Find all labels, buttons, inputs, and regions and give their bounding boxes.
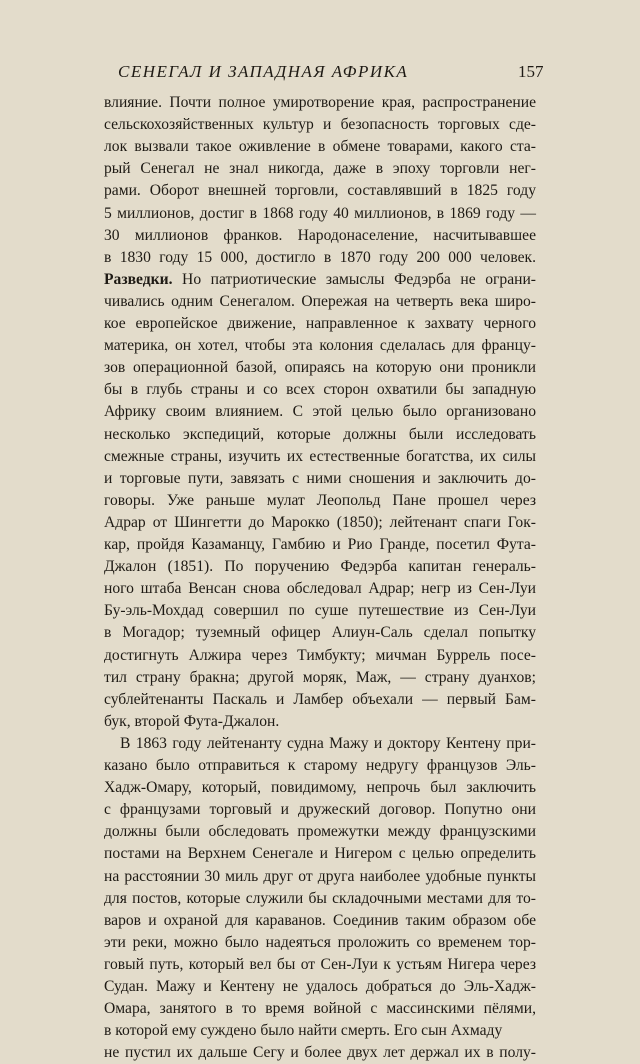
text-line: варов и охраной для караванов. Соединив таким образом обе (104, 911, 536, 929)
text-line: в которой ему суждено было найти смерть. Его сын Ахмаду (104, 1022, 503, 1040)
text-line: смежные страны, изучить их естественные богатства, их силы (104, 447, 536, 465)
text-line: 30 миллионов франков. Народонаселение, насчитывавшее (104, 226, 536, 244)
text-line: чивались одним Сенегалом. Опережая на четверть века широ- (104, 292, 536, 310)
page-number: 157 (518, 62, 544, 81)
text-line: рый Сенегал не знал никогда, даже в эпоху торговли нег- (104, 160, 536, 178)
text-line: Хадж-Омару, который, повидимому, непрочь был заключить (104, 779, 536, 797)
text-line: говый путь, который вел бы от Сен-Луи к устьям Нигера через (104, 955, 536, 973)
text-line: влияние. Почти полное умиротворение края, распространение (104, 94, 536, 111)
text-line: на расстоянии 30 миль друг от друга наиболее удобные пункты (104, 867, 536, 885)
text-line: Адрар от Шингетти до Марокко (1850); лейтенант спаги Гок- (104, 513, 536, 531)
text-line: и торговые пути, завязать с ними сношения и заключить до- (104, 469, 536, 487)
text-line: для постов, которые служили бы складочными местами для то- (104, 889, 536, 907)
text-line: Африку своим влиянием. С этой целью было организовано (104, 403, 536, 421)
text-line: ного штаба Венсан снова обследовал Адрар; негр из Сен-Луи (104, 580, 536, 598)
section-lead: Разведки. (104, 270, 173, 288)
text-line: зов операционной базой, опираясь на которую они проникли (104, 359, 536, 377)
text-line: не пустил их дальше Сегу и более двух лет держал их в полу- (104, 1044, 536, 1062)
text-line: казано было отправиться к старому недругу французов Эль- (104, 757, 536, 774)
text-line: Бу-эль-Мохдад совершил по суше путешествие из Сен-Луи (104, 602, 536, 620)
text-line: несколько экспедиций, которые должны были исследовать (104, 425, 536, 443)
text-line: кар, пройдя Казаманцу, Гамбию и Рио Гранде, посетил Фута- (104, 536, 536, 553)
text-line: Омара, занятого в то время войной с массинскими пёлями, (104, 1000, 536, 1018)
text-line: бы в глубь страны и со всех сторон охватили бы западную (104, 381, 536, 399)
text-line: должны были обследовать промежутки между французскими (104, 823, 536, 841)
text-line: Судан. Мажу и Кентену не удалось добраться до Эль-Хадж- (104, 978, 536, 995)
text-line: постами на Верхнем Сенегале и Нигером с целью определить (104, 845, 536, 863)
text-line: в Могадор; туземный офицер Алиун-Саль сделал попытку (104, 624, 536, 642)
text-span: Но патриотические замыслы Федэрба не ограни- (172, 270, 536, 288)
text-line: В 1863 году лейтенанту судна Мажу и доктору Кентену при- (120, 734, 536, 752)
text-line: тил страну бракна; другой моряк, Маж, — страну дуанхов; (104, 668, 536, 686)
text-line (104, 269, 536, 291)
running-title: СЕНЕГАЛ И ЗАПАДНАЯ АФРИКА (118, 62, 409, 81)
text-line: лок вызвали такое оживление в обмене товарами, какого ста- (104, 138, 536, 156)
text-line: сублейтенанты Паскаль и Ламбер объехали — первый Бам- (104, 690, 536, 708)
text-line: эти реки, можно было надеяться проложить со временем тор- (104, 933, 536, 951)
text-line: кое европейское движение, направленное к захвату черного (104, 315, 536, 332)
text-line: сельскохозяйственных культур и безопасность торговых сде- (104, 116, 536, 134)
text-line: Джалон (1851). По поручению Федэрба капитан генераль- (104, 558, 536, 576)
text-line: с французами торговый и дружеский договор. Попутно они (104, 801, 536, 819)
text-line: в 1830 году 15 000, достигло в 1870 году 200 000 человек. (104, 248, 536, 266)
text-line: рами. Оборот внешней торговли, составлявший в 1825 году (104, 182, 536, 200)
text-line: 5 миллионов, достиг в 1868 году 40 миллионов, в 1869 году — (104, 204, 536, 222)
text-line: достигнуть Алжира через Тимбукту; мичман Буррель посе- (104, 646, 536, 664)
page-header (0, 62, 640, 82)
text-line: говоры. Уже раньше мулат Леопольд Пане прошел через (104, 491, 536, 509)
text-line: бук, второй Фута-Джалон. (104, 712, 280, 730)
text-line: материка, он хотел, чтобы эта колония сделалась для францу- (104, 337, 536, 355)
